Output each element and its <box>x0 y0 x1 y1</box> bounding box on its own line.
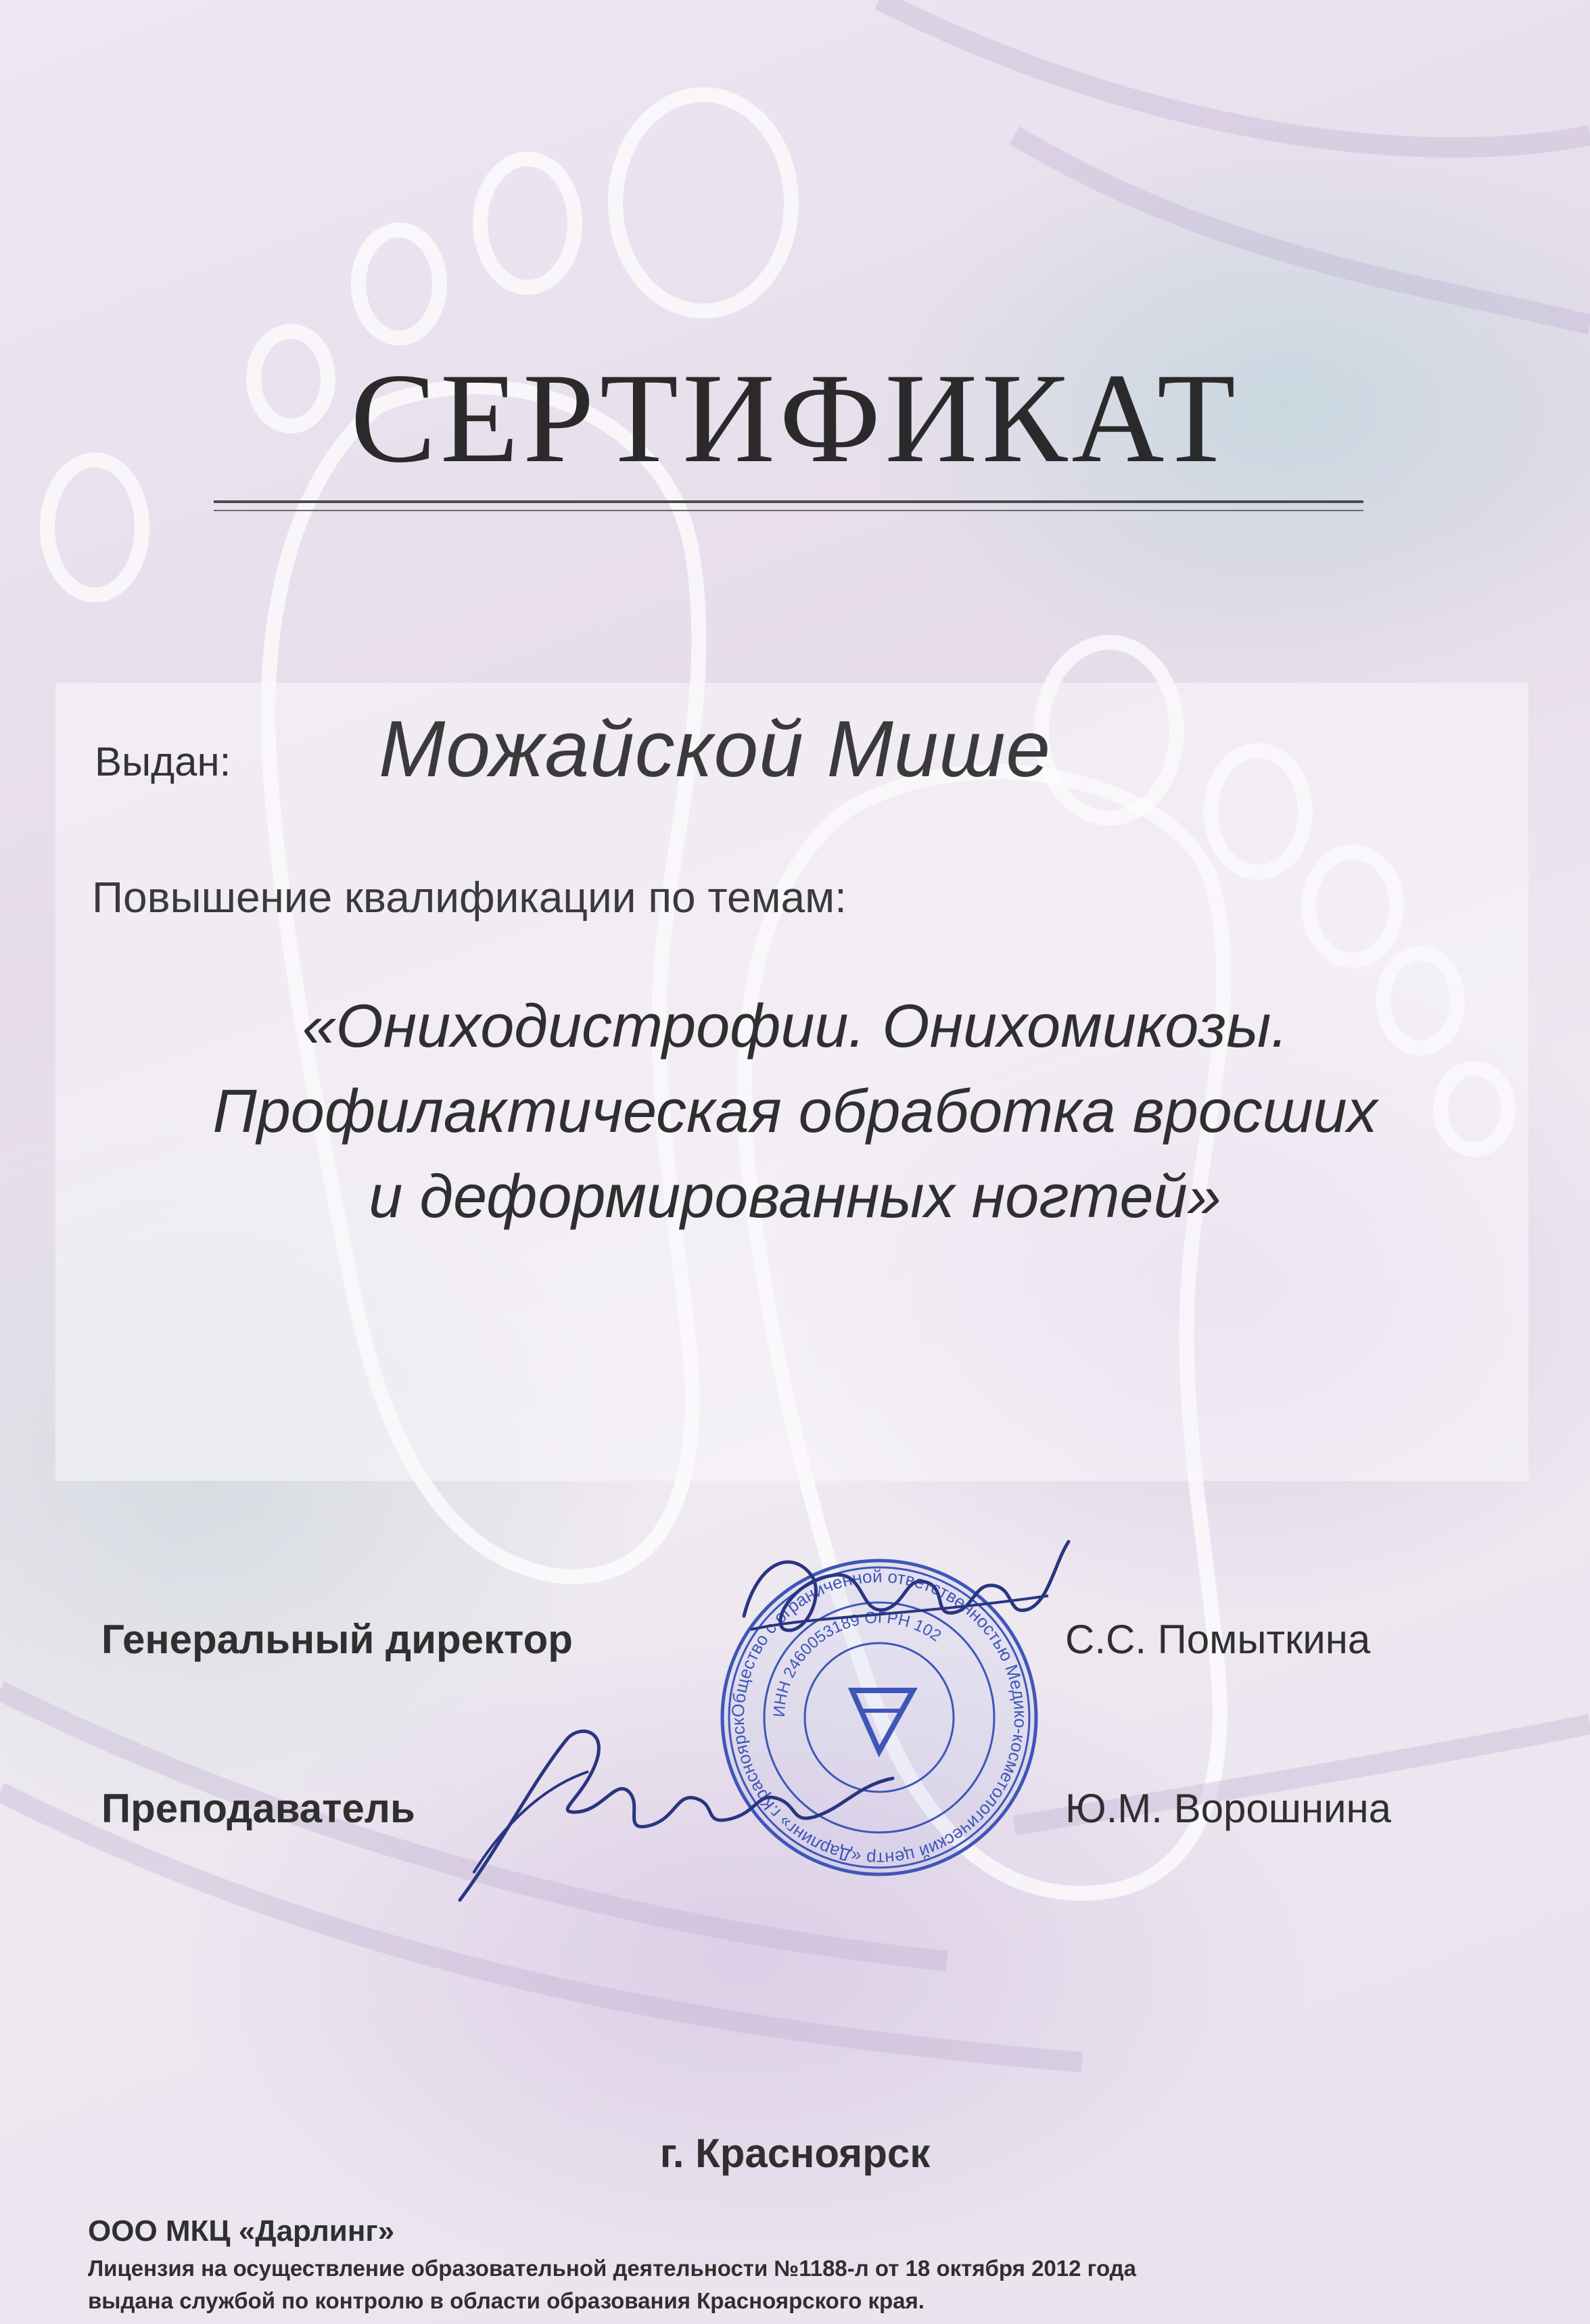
recipient-name: Можайской Мише <box>379 705 1052 794</box>
license-line: выдана службой по контролю в области образования Красноярского края. <box>88 2288 925 2313</box>
organization-name: ООО МКЦ «Дарлинг» <box>88 2214 395 2248</box>
signature-name: Ю.М. Ворошнина <box>1065 1786 1392 1831</box>
title-divider-thin <box>214 510 1363 511</box>
city: г. Красноярск <box>659 2131 931 2176</box>
course-topic-line: «Ониходистрофии. Онихомикозы. <box>302 993 1288 1060</box>
course-topic-line: и деформированных ногтей» <box>369 1163 1221 1231</box>
footer <box>88 2214 1136 2317</box>
stamp-outer-text: Общество с ограниченной ответственностью Медико-косметологический центр «Дарлинг» г.Красноярск <box>727 1565 1031 1870</box>
course-intro: Повышение квалификации по темам: <box>92 873 847 922</box>
title-divider <box>214 500 1363 503</box>
signature-name: С.С. Помыткина <box>1065 1617 1371 1662</box>
director-signature <box>730 1535 1082 1677</box>
teacher-signature <box>446 1711 920 1914</box>
license-text <box>88 2252 1136 2317</box>
signature-role: Генеральный директор <box>101 1617 573 1662</box>
license-line: Лицензия на осуществление образовательной деятельности №1188-л от 18 октября 2012 года <box>88 2256 1136 2281</box>
certificate-title: СЕРТИФИКАТ <box>350 348 1240 490</box>
signature-role: Преподаватель <box>101 1786 415 1831</box>
course-topic-line: Профилактическая обработка вросших <box>212 1078 1378 1145</box>
issued-label: Выдан: <box>95 739 231 784</box>
stamp-inner-text: ИНН 2460053189 ОГРН 102 <box>770 1608 945 1718</box>
course-topic <box>0 984 1590 1239</box>
